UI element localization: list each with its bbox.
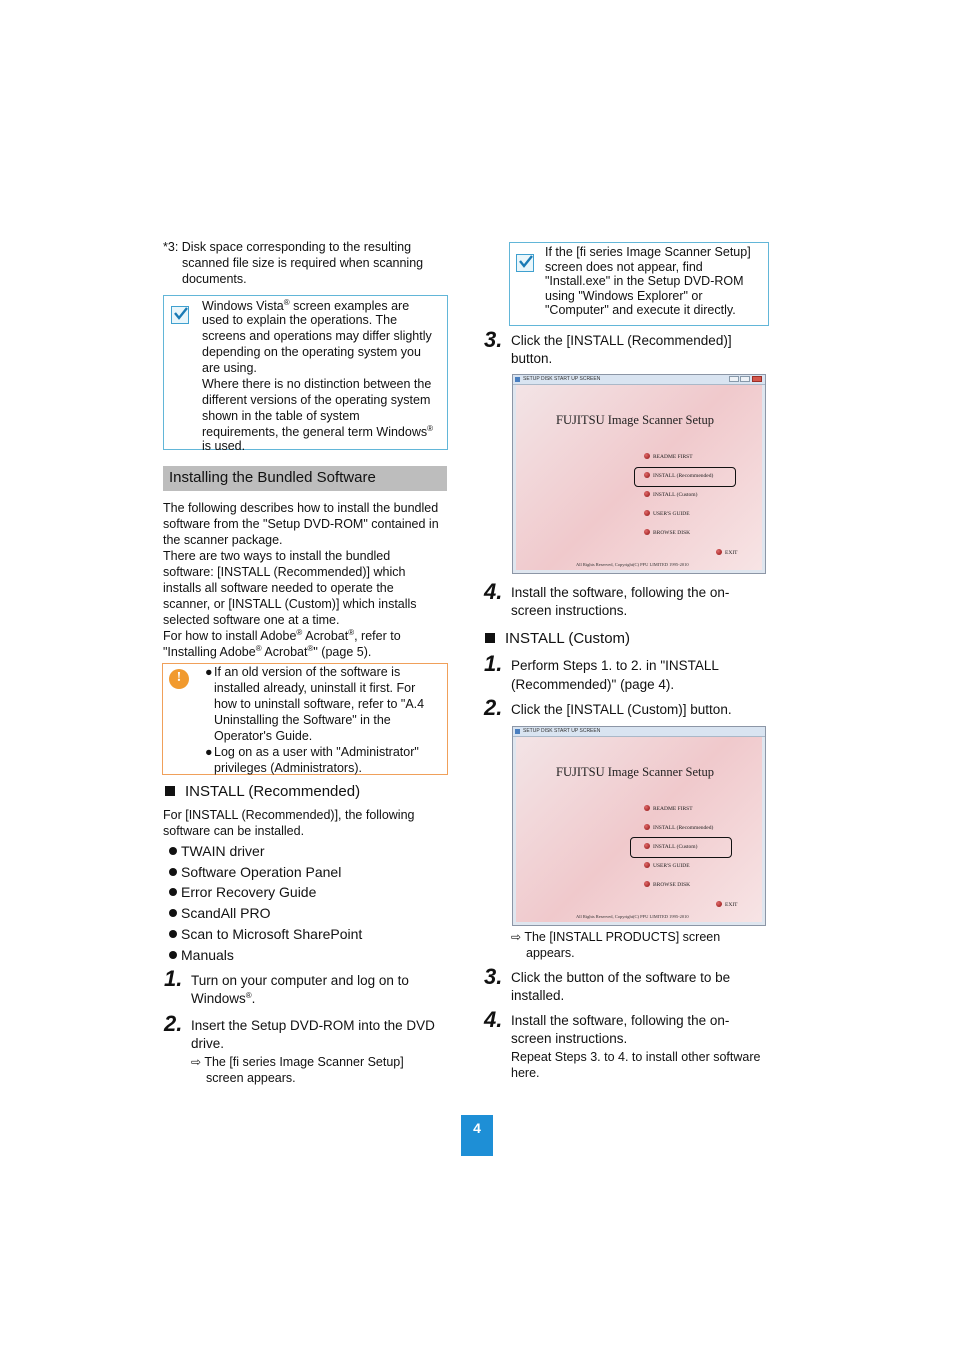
window-titlebar: SETUP DISK START UP SCREEN: [513, 727, 765, 737]
app-icon: [515, 729, 520, 734]
step-text: Perform Steps 1. to 2. in "INSTALL (Recommended)" (page 4).: [511, 658, 719, 692]
footnote: *3: Disk space corresponding to the resulting scanned file size is required when scanning documents.: [163, 240, 424, 286]
install-recommended-heading: INSTALL (Recommended): [165, 783, 360, 800]
menu-install-custom[interactable]: INSTALL (Custom): [644, 491, 697, 498]
section-header: Installing the Bundled Software: [163, 466, 447, 491]
step-text: Install the software, following the on- screen instructions.: [511, 1013, 730, 1046]
step-number: 1.: [484, 651, 503, 676]
step-text: Click the [INSTALL (Custom)] button.: [511, 702, 732, 717]
list-item: Scan to Microsoft SharePoint: [167, 924, 362, 945]
note-box: [163, 295, 448, 453]
result-arrow-icon: ⇨: [191, 1055, 202, 1069]
setup-screenshot-recommended: [512, 374, 766, 574]
step-number: 2.: [164, 1011, 183, 1036]
checkmark-note-icon: [171, 306, 189, 324]
install-custom-heading: INSTALL (Custom): [485, 630, 630, 647]
note-text: If the [fi series Image Scanner Setup] screen does not appear, find "Install.exe" in the Setup DVD-ROM using "Windows Explorer" or "Computer" and execute it directly.: [545, 245, 751, 317]
step-text: Install the software, following the on- screen instructions.: [511, 585, 730, 618]
step-text: Click the [INSTALL (Recommended)] button.: [511, 333, 732, 366]
list-item: Manuals: [167, 945, 362, 966]
page-number-badge: 4: [461, 1115, 493, 1156]
step-number: 1.: [164, 966, 183, 991]
list-item: ScandAll PRO: [167, 903, 362, 924]
step-number: 3.: [484, 327, 503, 352]
step-number: 2.: [484, 695, 503, 720]
checkmark-note-icon: [516, 254, 534, 272]
exit-button[interactable]: EXIT: [716, 549, 738, 556]
list-item: Software Operation Panel: [167, 862, 362, 883]
note-box: [509, 242, 769, 326]
maximize-icon[interactable]: [740, 376, 750, 382]
app-icon: [515, 377, 520, 382]
step-text: Turn on your computer and log on to Windows®.: [191, 973, 409, 1006]
menu-browse-disk[interactable]: BROWSE DISK: [644, 881, 690, 888]
setup-client-area: FUJITSU Image Scanner Setup README FIRST INSTALL (Recommended) INSTALL (Custom) USER'S GUIDE BROWSE DISK EXIT All Rights Reserved, Copyright(C) PFU LIMITED 1995-2010: [516, 385, 762, 570]
step-text: Insert the Setup DVD-ROM into the DVD drive.: [191, 1018, 435, 1051]
exit-button[interactable]: EXIT: [716, 901, 738, 908]
highlight-box: [630, 837, 732, 858]
menu-users-guide[interactable]: USER'S GUIDE: [644, 862, 690, 869]
step-number: 3.: [484, 964, 503, 989]
minimize-icon[interactable]: [729, 376, 739, 382]
setup-client-area: FUJITSU Image Scanner Setup README FIRST INSTALL (Recommended) INSTALL (Custom) USER'S GUIDE BROWSE DISK EXIT All Rights Reserved, Copyright(C) PFU LIMITED 1995-2010: [516, 737, 762, 922]
menu-install-custom[interactable]: INSTALL (Custom): [644, 843, 697, 850]
menu-browse-disk[interactable]: BROWSE DISK: [644, 529, 690, 536]
recommended-description: For [INSTALL (Recommended)], the following software can be installed.: [163, 808, 415, 838]
step-number: 4.: [484, 1007, 503, 1032]
caution-icon: !: [169, 669, 189, 689]
menu-install-recommended[interactable]: INSTALL (Recommended): [644, 824, 713, 831]
menu-users-guide[interactable]: USER'S GUIDE: [644, 510, 690, 517]
window-titlebar: SETUP DISK START UP SCREEN: [513, 375, 765, 385]
list-item: TWAIN driver: [167, 841, 362, 862]
step-note: Repeat Steps 3. to 4. to install other software here.: [511, 1050, 761, 1080]
setup-screenshot-custom: [512, 726, 766, 926]
caution-box: [162, 663, 448, 775]
highlight-box: [634, 467, 736, 487]
step-result: ⇨ The [fi series Image Scanner Setup] screen appears.: [191, 1055, 404, 1085]
close-icon[interactable]: [752, 376, 762, 382]
menu-readme-first[interactable]: README FIRST: [644, 453, 693, 460]
note-text: Windows Vista® screen examples are used to explain the operations. The screens and operations may differ slightly depending on the operating system you are using. Where there is no distinction between the different versions of the operating system shown in the table of system requirements, the general term Windows® is used.: [202, 298, 434, 453]
result-arrow-icon: ⇨: [511, 930, 522, 944]
caution-text: ● If an old version of the software is installed already, uninstall it first. For how to uninstall software, refer to "A.4 Uninstalling the Software" in the Operator's Guide. ● Log on as a user with "Administrator" privileges (Administrators).: [205, 665, 425, 775]
step-text: Click the button of the software to be installed.: [511, 970, 731, 1003]
step-number: 4.: [484, 579, 503, 604]
intro-paragraph: The following describes how to install the bundled software from the "Setup DVD-ROM" contained in the scanner package. There are two ways to install the bundled software: [INSTALL (Recommended)] which installs all software needed to operate the scanner, or [INSTALL (Custom)] which installs selected software one at a time. For how to install Adobe® Acrobat®, refer to "Installing Adobe® Acrobat®" (page 5).: [163, 501, 439, 659]
menu-readme-first[interactable]: README FIRST: [644, 805, 693, 812]
list-item: Error Recovery Guide: [167, 882, 362, 903]
step-result: ⇨ The [INSTALL PRODUCTS] screen appears.: [511, 930, 721, 960]
software-list: [167, 841, 362, 965]
menu-install-recommended[interactable]: INSTALL (Recommended): [644, 472, 713, 479]
